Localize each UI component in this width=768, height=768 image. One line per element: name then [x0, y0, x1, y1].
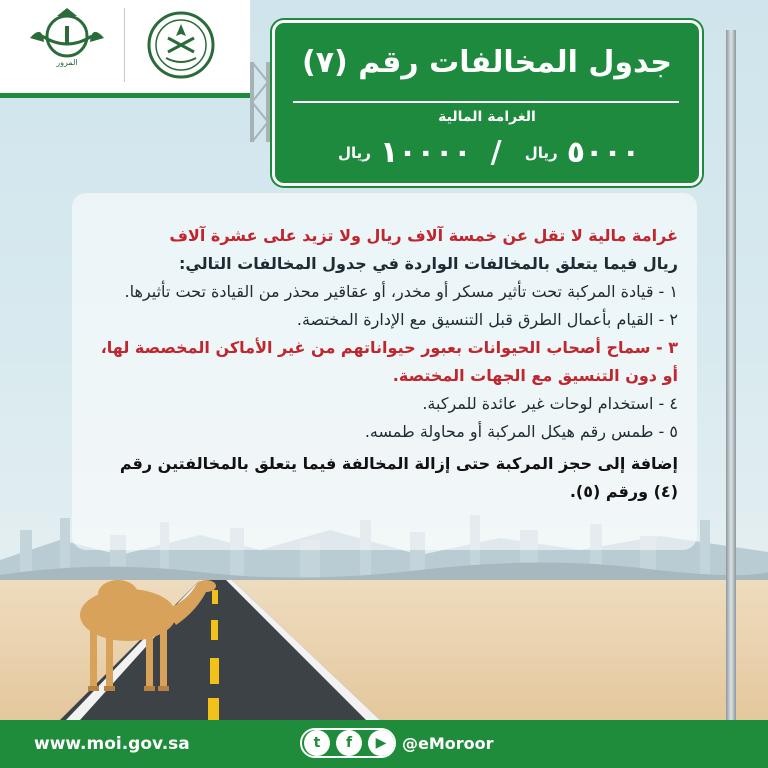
max-fine-currency: ريال [338, 143, 371, 162]
facebook-icon[interactable]: f [336, 730, 362, 756]
max-fine-amount: ١٠٠٠٠ [380, 135, 472, 170]
traffic-police-emblem [22, 8, 112, 82]
fine-amounts [275, 135, 699, 170]
sign-title: جدول المخالفات رقم (٧) [302, 45, 672, 80]
violations-text [98, 222, 678, 506]
youtube-icon[interactable]: ▶ [368, 730, 394, 756]
impound-note: إضافة إلى حجز المركبة حتى إزالة المخالفة فيما يتعلق بالمخالفتين رقم (٤) ورقم (٥). [119, 454, 678, 501]
traffic-emblem-caption: المرور [56, 58, 78, 67]
sign-pole [726, 30, 736, 720]
intro-line-1: غرامة مالية لا تقل عن خمسة آلاف ريال ولا تزيد على عشرة آلاف [169, 226, 678, 245]
min-fine-currency: ريال [524, 143, 558, 162]
violation-item-5: ٥ - طمس رقم هيكل المركبة أو محاولة طمسه. [364, 422, 678, 441]
ministry-of-interior-emblem [138, 8, 224, 82]
violation-item-1: ١ - قيادة المركبة تحت تأثير مسكر أو مخدر، أو عقاقير محذر من القيادة تحت تأثيرها. [124, 282, 678, 301]
min-fine-amount: ٥٠٠٠ [566, 135, 640, 170]
amount-separator: / [490, 135, 502, 170]
website-link[interactable]: www.moi.gov.sa [34, 734, 190, 754]
fine-sign [272, 20, 702, 186]
social-handle[interactable]: @eMoroor [402, 734, 494, 753]
violation-item-4: ٤ - استخدام لوحات غير عائدة للمركبة. [422, 394, 678, 413]
logo-divider [124, 8, 125, 82]
logo-card [0, 0, 251, 98]
footer-bar [0, 720, 768, 768]
violation-item-3: ٣ - سماح أصحاب الحيوانات بعبور حيواناتهم من غير الأماكن المخصصة لها، أو دون التنسيق مع الجهات المختصة. [100, 338, 678, 385]
twitter-icon[interactable]: t [304, 730, 330, 756]
violation-item-2: ٢ - القيام بأعمال الطرق قبل التنسيق مع الإدارة المختصة. [296, 310, 678, 329]
intro-line-2: ريال فيما يتعلق بالمخالفات الواردة في جدول المخالفات التالي: [179, 254, 678, 273]
sign-subtitle: الغرامة المالية [438, 109, 536, 125]
camel-illustration [48, 570, 218, 700]
sign-divider [293, 101, 679, 103]
